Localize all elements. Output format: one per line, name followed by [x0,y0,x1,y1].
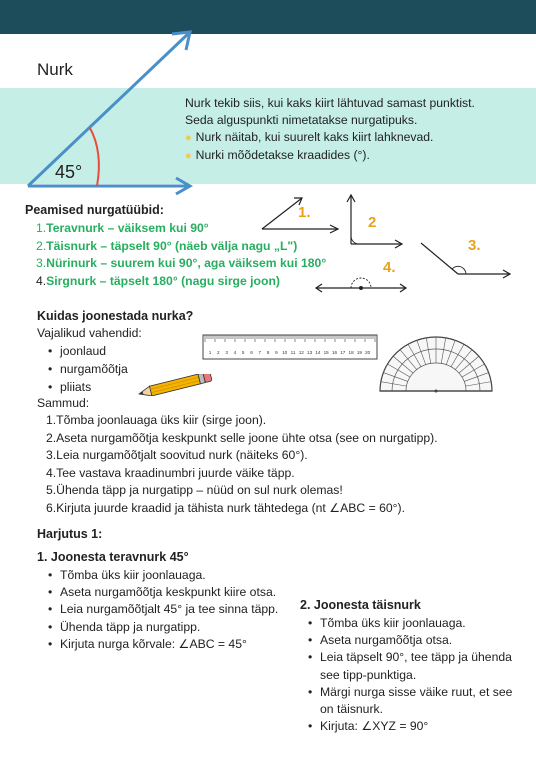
task2-item: • Märgi nurga sisse väike ruut, et see on täisnurk. [310,684,520,718]
step-item: 3.Leia nurgamõõtjalt soovitud nurk (näiteks 60°). [46,448,308,463]
task1-title: 1. Joonesta teravnurk 45° [37,550,189,564]
ruler-number: 15 [323,350,329,355]
task2-item: • Tõmba üks kiir joonlauaga. [310,615,520,632]
obtuse-mark: 3. [468,237,481,254]
intro-bullet-2: ● Nurki mõõdetakse kraadides (°). [185,148,370,162]
step-item: 1.Tõmba joonlauaga üks kiir (sirge joon). [46,413,267,427]
ruler-number: 1 [208,350,212,355]
ruler-number: 13 [307,350,313,355]
tool-item: • joonlaud [50,342,128,360]
ruler-number: 11 [290,350,296,355]
pencil-icon [134,374,216,396]
step-item: 6.Kirjuta juurde kraadid ja tähista nurk tähtedega (nt ∠ABC = 60°). [46,500,405,515]
page-title: Nurk [37,60,73,79]
angle-type-drawings [0,0,536,300]
task2-list [310,615,520,735]
ruler-number: 14 [315,350,321,355]
ruler-number: 12 [298,350,304,355]
ruler-number: 7 [258,350,262,355]
steps-list [46,412,438,518]
type-item: 3.Nürinurk – suurem kui 90°, aga väiksem kui 180° [36,256,327,270]
yellow-dot-icon: ● [185,132,192,144]
task1-item: • Ühenda täpp ja nurgatipp. [50,619,280,636]
tools-list [50,342,128,396]
task2-item: • Kirjuta: ∠XYZ = 90° [310,718,520,735]
acute-mark: 1. [298,204,311,221]
ruler-number: 10 [282,350,288,355]
intro-bullet-1: ● Nurk näitab, kui suurelt kaks kiirt lahknevad. [185,130,434,144]
task1-item: • Kirjuta nurga kõrvale: ∠ABC = 45° [50,636,280,653]
type-item: 4.Sirgnurk – täpselt 180° (nagu sirge joon) [36,273,280,288]
ruler-number: 20 [365,350,371,355]
tool-item: • nurgamõõtja [50,360,128,378]
straight-mark: 4. [383,259,396,276]
steps-label: Sammud: [37,396,90,410]
right-mark: 2 [368,214,377,231]
ruler-icon [202,334,378,360]
task2-title: 2. Joonesta täisnurk [300,598,421,612]
ruler-number: 19 [356,350,362,355]
task1-item: • Aseta nurgamõõtja keskpunkt kiire otsa. [50,584,280,601]
ruler-number: 3 [225,350,228,355]
task2-item: • Leia täpselt 90°, tee täpp ja ühenda see tipp-punktiga. [310,649,520,683]
ruler-number: 5 [241,350,245,355]
how-heading: Kuidas joonestada nurka? [37,309,194,323]
yellow-dot-icon: ● [185,150,192,162]
task1-item: • Tõmba üks kiir joonlauaga. [50,567,280,584]
intro-line-1: Nurk tekib siis, kui kaks kiirt lähtuvad samast punktist. [185,96,475,110]
ruler-number: 8 [266,350,270,355]
angle-label: 45° [55,162,83,182]
ruler-number: 2 [217,350,220,355]
type-item: 1.Teravnurk – väiksem kui 90° [36,221,209,235]
tool-item: • pliiats [50,378,128,396]
step-item: 4.Tee vastava kraadinumbri juurde väike täpp. [46,465,295,480]
task1-item: • Leia nurgamõõtjalt 45° ja tee sinna täpp. [50,601,280,618]
step-item: 2.Aseta nurgamõõtja keskpunkt selle joone ühte otsa (see on nurgatipp). [46,430,438,445]
ruler-number: 18 [348,350,354,355]
ruler-number: 6 [250,350,253,355]
ruler-number: 17 [340,350,346,355]
ruler-number: 16 [331,350,338,355]
tools-label: Vajalikud vahendid: [37,326,142,340]
step-item: 5.Ühenda täpp ja nurgatipp – nüüd on sul nurk olemas! [46,483,343,498]
ruler-number: 9 [275,350,278,355]
task1-list [50,567,280,653]
type-item: 2.Täisnurk – täpselt 90° (näeb välja nagu „L") [36,238,298,253]
exercise-heading: Harjutus 1: [37,527,103,541]
types-heading: Peamised nurgatüübid: [25,203,164,217]
intro-line-2: Seda alguspunkti nimetatakse nurgatipuks. [185,113,418,127]
ruler-number: 4 [233,350,237,355]
task2-item: • Aseta nurgamõõtja otsa. [310,632,520,649]
protractor-icon [378,335,494,395]
